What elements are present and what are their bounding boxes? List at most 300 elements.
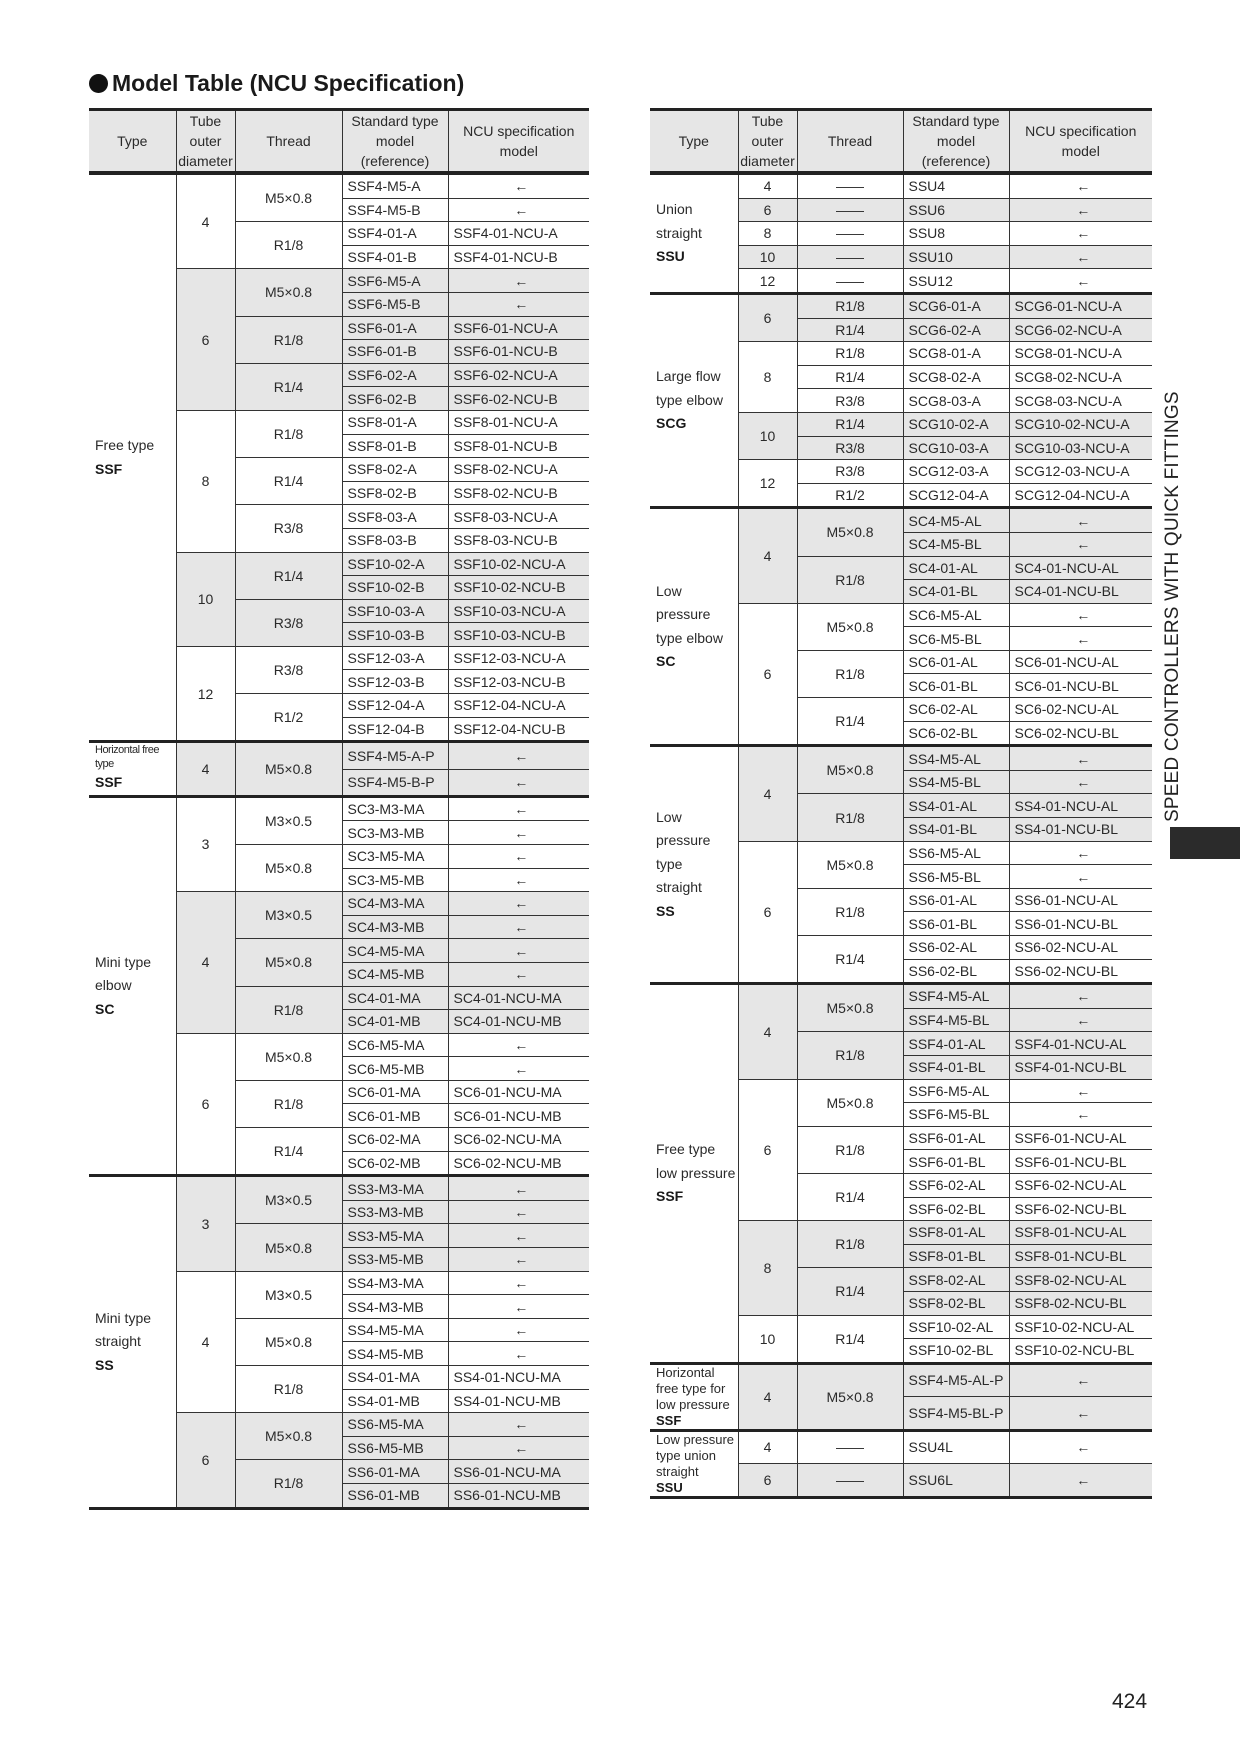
ncu-model-cell: SCG8-02-NCU-A [1009, 365, 1152, 389]
ncu-model-cell: SSF6-02-NCU-AL [1009, 1173, 1152, 1197]
type-code: SSU [656, 1479, 683, 1495]
standard-model-cell: SS4-01-BL [903, 818, 1009, 842]
header-type: Type [650, 110, 738, 174]
thread-cell: —— [797, 222, 903, 246]
thread-cell: M3×0.5 [235, 1176, 342, 1224]
standard-model-cell: SSF10-02-A [342, 552, 448, 576]
standard-model-cell: SC4-M5-MB [342, 962, 448, 986]
standard-model-cell: SSF4-M5-BL [903, 1008, 1009, 1032]
header-ncu-model-line: model [499, 143, 538, 159]
ncu-model-cell: SC4-01-NCU-AL [1009, 556, 1152, 580]
type-name: straight [656, 224, 702, 241]
header-tube-diameter-line: Tube outer [751, 113, 784, 149]
same-as-standard-arrow: ← [448, 1413, 589, 1437]
ncu-model-cell: SC6-02-NCU-BL [1009, 721, 1152, 746]
table-row [650, 508, 1152, 533]
type-code: SC [95, 1000, 115, 1017]
standard-model-cell: SS6-01-BL [903, 912, 1009, 936]
standard-model-cell: SSF6-M5-A [342, 269, 448, 293]
ncu-model-cell: SSF8-02-NCU-A [448, 458, 589, 482]
standard-model-cell: SSF6-02-B [342, 387, 448, 411]
same-as-standard-arrow: ← [1009, 865, 1152, 889]
tube-diameter-cell: 8 [738, 342, 797, 413]
standard-model-cell: SC6-M5-AL [903, 603, 1009, 627]
standard-model-cell: SSF4-M5-AL [903, 984, 1009, 1009]
ncu-model-cell: SSF8-02-NCU-AL [1009, 1268, 1152, 1292]
header-standard-model-line: (reference) [360, 153, 430, 169]
standard-model-cell: SC6-01-AL [903, 650, 1009, 674]
same-as-standard-arrow: ← [1009, 173, 1152, 198]
type-cell [650, 293, 738, 507]
thread-cell: R1/4 [797, 365, 903, 389]
tube-diameter-cell: 6 [738, 1464, 797, 1498]
standard-model-cell: SCG8-01-A [903, 342, 1009, 366]
standard-model-cell: SSF4-01-AL [903, 1032, 1009, 1056]
tube-diameter-cell: 4 [738, 173, 797, 198]
type-name: low pressure [656, 1396, 730, 1412]
standard-model-cell: SSF12-03-B [342, 670, 448, 694]
ncu-model-cell: SS6-01-NCU-BL [1009, 912, 1152, 936]
thread-cell: M5×0.8 [797, 841, 903, 888]
standard-model-cell: SS4-01-MB [342, 1389, 448, 1413]
tube-diameter-cell: 12 [176, 646, 235, 741]
standard-model-cell: SC6-M5-MB [342, 1057, 448, 1081]
standard-model-cell: SSF10-02-AL [903, 1315, 1009, 1339]
standard-model-cell: SSF8-02-B [342, 481, 448, 505]
thread-cell: M3×0.5 [235, 796, 342, 844]
thread-cell: R1/4 [797, 698, 903, 746]
tube-diameter-cell: 6 [738, 198, 797, 222]
thread-cell: R1/4 [235, 1128, 342, 1176]
thread-cell: R1/8 [797, 888, 903, 935]
same-as-standard-arrow: ← [448, 269, 589, 293]
same-as-standard-arrow: ← [1009, 841, 1152, 865]
title-text: Model Table (NCU Specification) [112, 70, 465, 96]
ncu-model-cell: SCG12-03-NCU-A [1009, 460, 1152, 484]
thread-cell: M5×0.8 [235, 173, 342, 222]
standard-model-cell: SSF4-01-A [342, 222, 448, 246]
standard-model-cell: SSF8-02-BL [903, 1291, 1009, 1315]
tube-diameter-cell: 10 [738, 412, 797, 459]
ncu-model-cell: SC6-01-NCU-BL [1009, 674, 1152, 698]
standard-model-cell: SC6-M5-BL [903, 627, 1009, 651]
standard-model-cell: SCG6-02-A [903, 318, 1009, 342]
thread-cell: M5×0.8 [235, 939, 342, 986]
ncu-model-cell: SSF8-01-NCU-AL [1009, 1221, 1152, 1245]
thread-cell: R1/8 [235, 316, 342, 363]
standard-model-cell: SC6-02-MB [342, 1151, 448, 1176]
thread-cell: R1/4 [235, 458, 342, 505]
standard-model-cell: SC6-02-BL [903, 721, 1009, 746]
standard-model-cell: SSF4-01-B [342, 245, 448, 269]
thread-cell: M5×0.8 [235, 1033, 342, 1080]
standard-model-cell: SSF4-M5-AL-P [903, 1363, 1009, 1397]
same-as-standard-arrow: ← [448, 892, 589, 916]
standard-model-cell: SS6-01-MA [342, 1460, 448, 1484]
standard-model-cell: SS6-01-MB [342, 1483, 448, 1508]
thread-cell: —— [797, 198, 903, 222]
same-as-standard-arrow: ← [448, 1200, 589, 1224]
thread-cell: R3/8 [797, 436, 903, 460]
standard-model-cell: SSF6-M5-AL [903, 1079, 1009, 1103]
same-as-standard-arrow: ← [448, 939, 589, 963]
standard-model-cell: SSU6 [903, 198, 1009, 222]
same-as-standard-arrow: ← [1009, 1079, 1152, 1103]
standard-model-cell: SSF12-03-A [342, 646, 448, 670]
same-as-standard-arrow: ← [448, 821, 589, 845]
standard-model-cell: SSF6-02-A [342, 363, 448, 387]
standard-model-cell: SSF4-M5-BL-P [903, 1397, 1009, 1431]
type-name: elbow [95, 977, 132, 994]
thread-cell: —— [797, 1430, 903, 1464]
standard-model-cell: SSF4-M5-A [342, 173, 448, 198]
ncu-model-cell: SSF8-01-NCU-BL [1009, 1244, 1152, 1268]
standard-model-cell: SS6-02-BL [903, 959, 1009, 984]
tube-diameter-cell: 4 [738, 984, 797, 1079]
ncu-model-cell: SSF6-02-NCU-BL [1009, 1197, 1152, 1221]
standard-model-cell: SSF6-02-BL [903, 1197, 1009, 1221]
thread-cell: R1/8 [797, 293, 903, 318]
standard-model-cell: SSF8-01-AL [903, 1221, 1009, 1245]
standard-model-cell: SSF4-M5-B-P [342, 769, 448, 796]
type-cell [650, 1430, 738, 1497]
type-name: Mini type [95, 1309, 152, 1326]
ncu-model-cell: SC6-02-NCU-AL [1009, 698, 1152, 722]
ncu-model-cell: SSF8-01-NCU-A [448, 410, 589, 434]
ncu-model-cell: SSF10-02-NCU-AL [1009, 1315, 1152, 1339]
header-standard-model [903, 110, 1009, 174]
thread-cell: R1/8 [797, 1126, 903, 1173]
standard-model-cell: SS6-M5-MA [342, 1413, 448, 1437]
standard-model-cell: SCG10-03-A [903, 436, 1009, 460]
standard-model-cell: SSU8 [903, 222, 1009, 246]
header-ncu-model-line: model [1061, 143, 1100, 159]
standard-model-cell: SS6-02-AL [903, 936, 1009, 960]
thread-cell: —— [797, 1464, 903, 1498]
thread-cell: M5×0.8 [235, 1413, 342, 1460]
type-cell [650, 984, 738, 1364]
tube-diameter-cell: 8 [738, 222, 797, 246]
same-as-standard-arrow: ← [1009, 245, 1152, 269]
ncu-model-cell: SSF4-01-NCU-B [448, 245, 589, 269]
standard-model-cell: SC6-01-MB [342, 1104, 448, 1128]
header-ncu-model [1009, 110, 1152, 174]
same-as-standard-arrow: ← [1009, 1008, 1152, 1032]
standard-model-cell: SC3-M3-MA [342, 796, 448, 821]
header-tube-diameter-line: Tube outer [189, 113, 222, 149]
type-name: Horizontal free type [95, 744, 160, 771]
type-code: SS [95, 1356, 114, 1373]
tube-diameter-cell: 8 [738, 1221, 797, 1315]
type-name: pressure [656, 832, 711, 849]
type-name: low pressure [656, 1164, 736, 1181]
ncu-model-cell: SSF8-03-NCU-A [448, 505, 589, 529]
ncu-model-cell: SSF6-01-NCU-AL [1009, 1126, 1152, 1150]
same-as-standard-arrow: ← [448, 796, 589, 821]
same-as-standard-arrow: ← [1009, 532, 1152, 556]
standard-model-cell: SS4-M3-MA [342, 1271, 448, 1295]
standard-model-cell: SSF4-M5-B [342, 198, 448, 222]
thread-cell: M5×0.8 [797, 984, 903, 1032]
ncu-model-cell: SSF12-04-NCU-A [448, 694, 589, 718]
standard-model-cell: SC6-M5-MA [342, 1033, 448, 1057]
standard-model-cell: SS3-M5-MA [342, 1224, 448, 1248]
type-code: SSU [656, 248, 685, 265]
ncu-model-cell: SSF10-02-NCU-A [448, 552, 589, 576]
tube-diameter-cell: 4 [738, 508, 797, 603]
thread-cell: R1/8 [797, 794, 903, 841]
thread-cell: R1/8 [235, 410, 342, 457]
tube-diameter-cell: 12 [738, 269, 797, 294]
ncu-model-cell: SSF6-01-NCU-BL [1009, 1150, 1152, 1174]
standard-model-cell: SS4-M5-MA [342, 1318, 448, 1342]
same-as-standard-arrow: ← [448, 1176, 589, 1201]
standard-model-cell: SSU12 [903, 269, 1009, 294]
type-name: type elbow [656, 629, 723, 646]
standard-model-cell: SS6-M5-AL [903, 841, 1009, 865]
ncu-model-cell: SC6-01-NCU-MA [448, 1080, 589, 1104]
ncu-model-cell: SSF4-01-NCU-A [448, 222, 589, 246]
ncu-model-cell: SSF6-01-NCU-B [448, 340, 589, 364]
header-row [89, 110, 589, 174]
standard-model-cell: SC4-01-BL [903, 580, 1009, 604]
thread-cell: M5×0.8 [235, 742, 342, 797]
standard-model-cell: SSF8-03-A [342, 505, 448, 529]
type-code: SS [656, 902, 675, 919]
standard-model-cell: SCG8-03-A [903, 389, 1009, 413]
header-type: Type [89, 110, 176, 174]
same-as-standard-arrow: ← [448, 1436, 589, 1460]
tube-diameter-cell: 4 [738, 1363, 797, 1430]
thread-cell: M3×0.5 [235, 892, 342, 939]
same-as-standard-arrow: ← [1009, 1103, 1152, 1127]
thread-cell: R1/8 [797, 1221, 903, 1268]
same-as-standard-arrow: ← [448, 1342, 589, 1366]
type-name: Union [656, 201, 693, 218]
thread-cell: R1/8 [235, 1460, 342, 1508]
same-as-standard-arrow: ← [1009, 1397, 1152, 1431]
thread-cell: M5×0.8 [797, 603, 903, 650]
thread-cell: R3/8 [797, 460, 903, 484]
standard-model-cell: SSU4L [903, 1430, 1009, 1464]
ncu-model-cell: SCG8-03-NCU-A [1009, 389, 1152, 413]
same-as-standard-arrow: ← [1009, 1363, 1152, 1397]
thread-cell: R3/8 [235, 599, 342, 646]
standard-model-cell: SSF12-04-B [342, 717, 448, 742]
thread-cell: R1/2 [797, 483, 903, 508]
header-standard-model-line: Standard type model [912, 113, 1000, 149]
type-cell [650, 746, 738, 984]
same-as-standard-arrow: ← [1009, 1430, 1152, 1464]
same-as-standard-arrow: ← [448, 198, 589, 222]
table-row [650, 173, 1152, 198]
standard-model-cell: SSF8-01-B [342, 434, 448, 458]
tube-diameter-cell: 10 [738, 245, 797, 269]
standard-model-cell: SS3-M5-MB [342, 1248, 448, 1272]
same-as-standard-arrow: ← [448, 1248, 589, 1272]
same-as-standard-arrow: ← [448, 1057, 589, 1081]
type-cell [650, 173, 738, 293]
ncu-model-cell: SSF4-01-NCU-BL [1009, 1055, 1152, 1079]
thread-cell: R1/4 [797, 1173, 903, 1220]
thread-cell: M5×0.8 [797, 1079, 903, 1126]
type-name: pressure [656, 606, 711, 623]
same-as-standard-arrow: ← [448, 868, 589, 892]
ncu-model-cell: SC4-01-NCU-MA [448, 986, 589, 1010]
standard-model-cell: SSF6-M5-BL [903, 1103, 1009, 1127]
standard-model-cell: SS4-M5-AL [903, 746, 1009, 771]
thread-cell: M5×0.8 [797, 508, 903, 556]
thread-cell: M5×0.8 [797, 746, 903, 794]
page-title [89, 70, 464, 97]
standard-model-cell: SSF6-02-AL [903, 1173, 1009, 1197]
ncu-model-cell: SC6-01-NCU-MB [448, 1104, 589, 1128]
tube-diameter-cell: 10 [176, 552, 235, 646]
thread-cell: R1/2 [235, 694, 342, 742]
thread-cell: R3/8 [797, 389, 903, 413]
tube-diameter-cell: 4 [176, 173, 235, 269]
standard-model-cell: SSF8-02-A [342, 458, 448, 482]
standard-model-cell: SSF8-01-BL [903, 1244, 1009, 1268]
section-side-label: SPEED CONTROLLERS WITH QUICK FITTINGS [1162, 391, 1183, 822]
thread-cell: M5×0.8 [797, 1363, 903, 1430]
table-row [650, 1363, 1152, 1397]
header-standard-model [342, 110, 448, 174]
standard-model-cell: SSF10-03-B [342, 623, 448, 647]
header-ncu-model-line: NCU specification [1025, 123, 1137, 139]
type-name: straight [95, 1333, 141, 1350]
tube-diameter-cell: 8 [176, 410, 235, 552]
tube-diameter-cell: 6 [738, 293, 797, 341]
standard-model-cell: SCG6-01-A [903, 293, 1009, 318]
thread-cell: R1/8 [797, 1032, 903, 1079]
header-standard-model-line: Standard type model [351, 113, 439, 149]
standard-model-cell: SSU6L [903, 1464, 1009, 1498]
standard-model-cell: SC3-M3-MB [342, 821, 448, 845]
thread-cell: M5×0.8 [235, 844, 342, 891]
tube-diameter-cell: 10 [738, 1315, 797, 1363]
ncu-model-cell: SS4-01-NCU-BL [1009, 818, 1152, 842]
standard-model-cell: SS6-01-AL [903, 888, 1009, 912]
thread-cell: R1/4 [797, 318, 903, 342]
model-table-left [89, 108, 589, 1510]
thread-cell: R1/4 [235, 363, 342, 410]
standard-model-cell: SC4-M3-MA [342, 892, 448, 916]
type-code: SSF [95, 460, 123, 477]
same-as-standard-arrow: ← [1009, 603, 1152, 627]
standard-model-cell: SCG10-02-A [903, 412, 1009, 436]
ncu-model-cell: SCG8-01-NCU-A [1009, 342, 1152, 366]
ncu-model-cell: SC4-01-NCU-BL [1009, 580, 1152, 604]
type-cell [89, 742, 176, 797]
ncu-model-cell: SS4-01-NCU-MB [448, 1389, 589, 1413]
thread-cell: —— [797, 173, 903, 198]
ncu-model-cell: SS6-02-NCU-AL [1009, 936, 1152, 960]
standard-model-cell: SSU10 [903, 245, 1009, 269]
standard-model-cell: SSF8-02-AL [903, 1268, 1009, 1292]
same-as-standard-arrow: ← [1009, 746, 1152, 771]
standard-model-cell: SSF10-02-B [342, 576, 448, 600]
type-code: SSF [656, 1188, 684, 1205]
ncu-model-cell: SSF10-03-NCU-A [448, 599, 589, 623]
type-name: Mini type [95, 953, 152, 970]
thread-cell: R1/8 [235, 986, 342, 1033]
standard-model-cell: SSF6-01-B [342, 340, 448, 364]
thread-cell: R1/4 [797, 936, 903, 984]
tube-diameter-cell: 6 [176, 1033, 235, 1176]
ncu-model-cell: SSF12-04-NCU-B [448, 717, 589, 742]
type-name: straight [656, 879, 702, 896]
type-name: Large flow [656, 368, 721, 385]
ncu-model-cell: SCG6-01-NCU-A [1009, 293, 1152, 318]
bullet-icon [89, 74, 108, 93]
standard-model-cell: SCG12-04-A [903, 483, 1009, 508]
same-as-standard-arrow: ← [1009, 198, 1152, 222]
type-name: Low [656, 582, 682, 599]
type-name: Free type [95, 437, 155, 454]
same-as-standard-arrow: ← [448, 1033, 589, 1057]
header-thread: Thread [235, 110, 342, 174]
type-code: SCG [656, 415, 687, 432]
type-cell [89, 796, 176, 1176]
thread-cell: R1/8 [235, 1080, 342, 1127]
ncu-model-cell: SCG6-02-NCU-A [1009, 318, 1152, 342]
same-as-standard-arrow: ← [1009, 508, 1152, 533]
header-row [650, 110, 1152, 174]
type-name: free type for [656, 1380, 726, 1396]
thread-cell: R1/8 [797, 556, 903, 603]
table-row [89, 173, 589, 198]
ncu-model-cell: SC6-02-NCU-MB [448, 1151, 589, 1176]
type-name: type union [656, 1447, 716, 1463]
same-as-standard-arrow: ← [1009, 627, 1152, 651]
same-as-standard-arrow: ← [1009, 984, 1152, 1009]
thread-cell: R1/4 [797, 412, 903, 436]
standard-model-cell: SC6-01-MA [342, 1080, 448, 1104]
thread-cell: R1/4 [797, 1268, 903, 1315]
standard-model-cell: SC4-M5-AL [903, 508, 1009, 533]
table-row [650, 984, 1152, 1009]
ncu-model-cell: SSF4-01-NCU-AL [1009, 1032, 1152, 1056]
ncu-model-cell: SS6-01-NCU-MB [448, 1483, 589, 1508]
thread-cell: R1/8 [235, 1366, 342, 1413]
thread-cell: M5×0.8 [235, 1318, 342, 1365]
table-row [650, 746, 1152, 771]
type-name: Low [656, 808, 682, 825]
ncu-model-cell: SSF8-02-NCU-BL [1009, 1291, 1152, 1315]
ncu-model-cell: SSF8-02-NCU-B [448, 481, 589, 505]
table-row [650, 293, 1152, 318]
thread-cell: M3×0.5 [235, 1271, 342, 1318]
same-as-standard-arrow: ← [448, 1224, 589, 1248]
standard-model-cell: SC3-M5-MA [342, 844, 448, 868]
ncu-model-cell: SSF12-03-NCU-A [448, 646, 589, 670]
ncu-model-cell: SSF6-01-NCU-A [448, 316, 589, 340]
standard-model-cell: SS4-M5-BL [903, 770, 1009, 794]
ncu-model-cell: SCG10-02-NCU-A [1009, 412, 1152, 436]
standard-model-cell: SSF6-01-A [342, 316, 448, 340]
table-row [89, 1176, 589, 1201]
standard-model-cell: SSF10-02-BL [903, 1339, 1009, 1364]
table-row [650, 1430, 1152, 1464]
table-row [89, 796, 589, 821]
standard-model-cell: SC4-01-MB [342, 1010, 448, 1034]
same-as-standard-arrow: ← [448, 915, 589, 939]
standard-model-cell: SS3-M3-MA [342, 1176, 448, 1201]
type-code: SC [656, 653, 676, 670]
ncu-model-cell: SSF8-03-NCU-B [448, 528, 589, 552]
standard-model-cell: SC6-01-BL [903, 674, 1009, 698]
